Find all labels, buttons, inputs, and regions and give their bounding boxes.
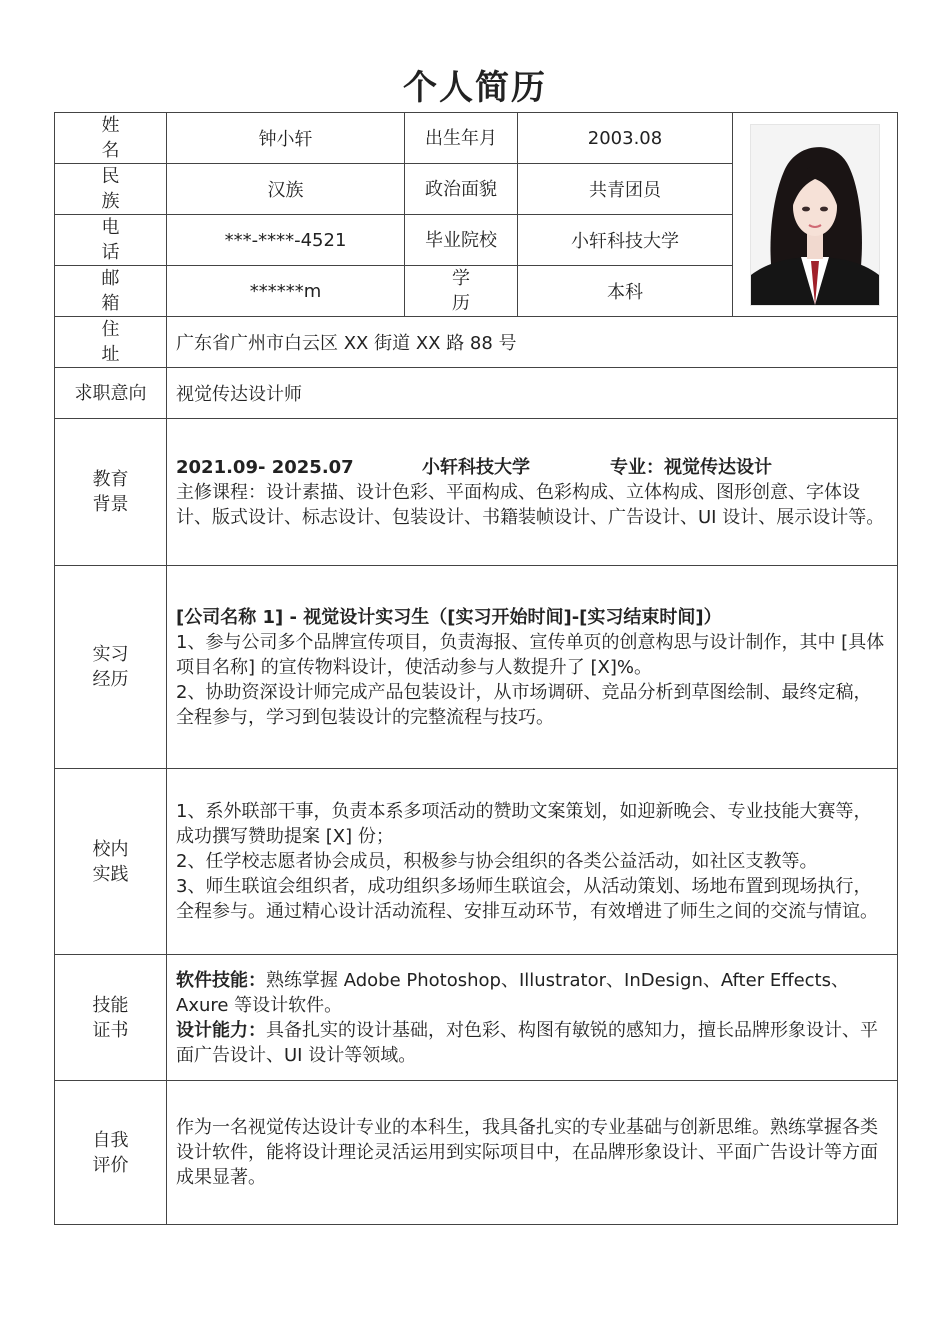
self-eval-text: 作为一名视觉传达设计专业的本科生，我具备扎实的专业基础与创新思维。熟练掌握各类设计软件，能将设计理论灵活运用到实际项目中，在品牌形象设计、平面广告设计等方面成果显著。 — [176, 1117, 878, 1188]
education-heading — [176, 455, 887, 480]
name-label: 姓 名 — [55, 113, 167, 164]
row-address — [55, 317, 898, 368]
phone-label: 电 话 — [55, 215, 167, 266]
design-ability — [176, 1018, 887, 1068]
address-label: 住 址 — [55, 317, 167, 368]
row-skills — [55, 955, 898, 1081]
birth-value: 2003.08 — [518, 113, 733, 164]
design-ability-text: 具备扎实的设计基础，对色彩、构图有敏锐的感知力，擅长品牌形象设计、平面广告设计、UI 设计等领域。 — [176, 1019, 878, 1066]
education-label — [55, 419, 167, 566]
photo-cell — [733, 113, 898, 317]
name-value: 钟小轩 — [167, 113, 405, 164]
self-eval-content — [167, 1081, 898, 1225]
design-ability-label: 设计能力： — [176, 1019, 266, 1041]
internship-item-1: 1、参与公司多个品牌宣传项目，负责海报、宣传单页的创意构思与设计制作，其中 [具体项目名称] 的宣传物料设计，使活动参与人数提升了 [X]%。 — [176, 631, 885, 678]
internship-item-2: 2、协助资深设计师完成产品包装设计，从市场调研、竞品分析到草图绘制、最终定稿，全程参与，学习到包装设计的完整流程与技巧。 — [176, 681, 872, 728]
email-label: 邮 箱 — [55, 266, 167, 317]
row-internship — [55, 566, 898, 769]
page-title: 个人简历 — [403, 68, 547, 108]
internship-label-line-1: 实习 — [92, 644, 129, 665]
school-value: 小轩科技大学 — [518, 215, 733, 266]
software-skills — [176, 968, 887, 1018]
education-content — [167, 419, 898, 566]
portrait-image — [751, 125, 879, 305]
education-period: 2021.09- 2025.07 — [176, 456, 354, 478]
self-eval-label — [55, 1081, 167, 1225]
self-eval-label-line-2: 评价 — [92, 1154, 129, 1176]
education-school: 小轩科技大学 — [422, 456, 530, 478]
school-label: 毕业院校 — [405, 215, 518, 266]
education-courses: 主修课程：设计素描、设计色彩、平面构成、色彩构成、立体构成、图形创意、字体设计、版式设计、标志设计、包装设计、书籍装帧设计、广告设计、UI 设计、展示设计等。 — [176, 481, 885, 528]
degree-value: 本科 — [518, 266, 733, 317]
birth-label: 出生年月 — [405, 113, 518, 164]
row-education — [55, 419, 898, 566]
political-label: 政治面貌 — [405, 164, 518, 215]
education-major: 专业：视觉传达设计 — [610, 456, 772, 478]
degree-label: 学 历 — [405, 266, 518, 317]
education-label-line-1: 教育 — [92, 469, 129, 490]
intent-label: 求职意向 — [55, 368, 167, 419]
skills-content — [167, 955, 898, 1081]
campus-item-1: 1、系外联部干事，负责本系多项活动的赞助文案策划，如迎新晚会、专业技能大赛等，成功撰写赞助提案 [X] 份； — [176, 801, 872, 847]
skills-label-line-2: 证书 — [92, 1019, 129, 1041]
software-skills-text: 熟练掌握 Adobe Photoshop、Illustrator、InDesign、After Effects、Axure 等设计软件。 — [176, 969, 849, 1016]
ethnic-value: 汉族 — [167, 164, 405, 215]
intent-value: 视觉传达设计师 — [167, 368, 898, 419]
row-name — [55, 113, 898, 164]
self-eval-label-line-1: 自我 — [92, 1129, 129, 1151]
campus-label-line-2: 实践 — [92, 863, 129, 885]
software-skills-label: 软件技能： — [176, 969, 266, 991]
education-label-line-2: 背景 — [92, 494, 129, 515]
resume-table — [54, 112, 898, 1225]
campus-item-2: 2、任学校志愿者协会成员，积极参与协会组织的各类公益活动，如社区支教等。 — [176, 851, 818, 872]
political-value: 共青团员 — [518, 164, 733, 215]
skills-label-line-1: 技能 — [92, 994, 129, 1016]
row-campus — [55, 769, 898, 955]
row-intent — [55, 368, 898, 419]
campus-item-3: 3、师生联谊会组织者，成功组织多场师生联谊会，从活动策划、场地布置到现场执行，全程参与。通过精心设计活动流程、安排互动环节，有效增进了师生之间的交流与情谊。 — [176, 876, 878, 922]
skills-label — [55, 955, 167, 1081]
internship-content — [167, 566, 898, 769]
phone-value: ***-****-4521 — [167, 215, 405, 266]
row-self-eval — [55, 1081, 898, 1225]
internship-label-line-2: 经历 — [92, 669, 129, 690]
profile-photo — [750, 124, 880, 306]
ethnic-label: 民 族 — [55, 164, 167, 215]
campus-label-line-1: 校内 — [92, 838, 129, 860]
campus-content — [167, 769, 898, 955]
campus-label — [55, 769, 167, 955]
address-value: 广东省广州市白云区 XX 街道 XX 路 88 号 — [167, 317, 898, 368]
internship-heading: [公司名称 1] - 视觉设计实习生（[实习开始时间]-[实习结束时间]） — [176, 606, 722, 628]
email-value: ******m — [167, 266, 405, 317]
internship-label — [55, 566, 167, 769]
